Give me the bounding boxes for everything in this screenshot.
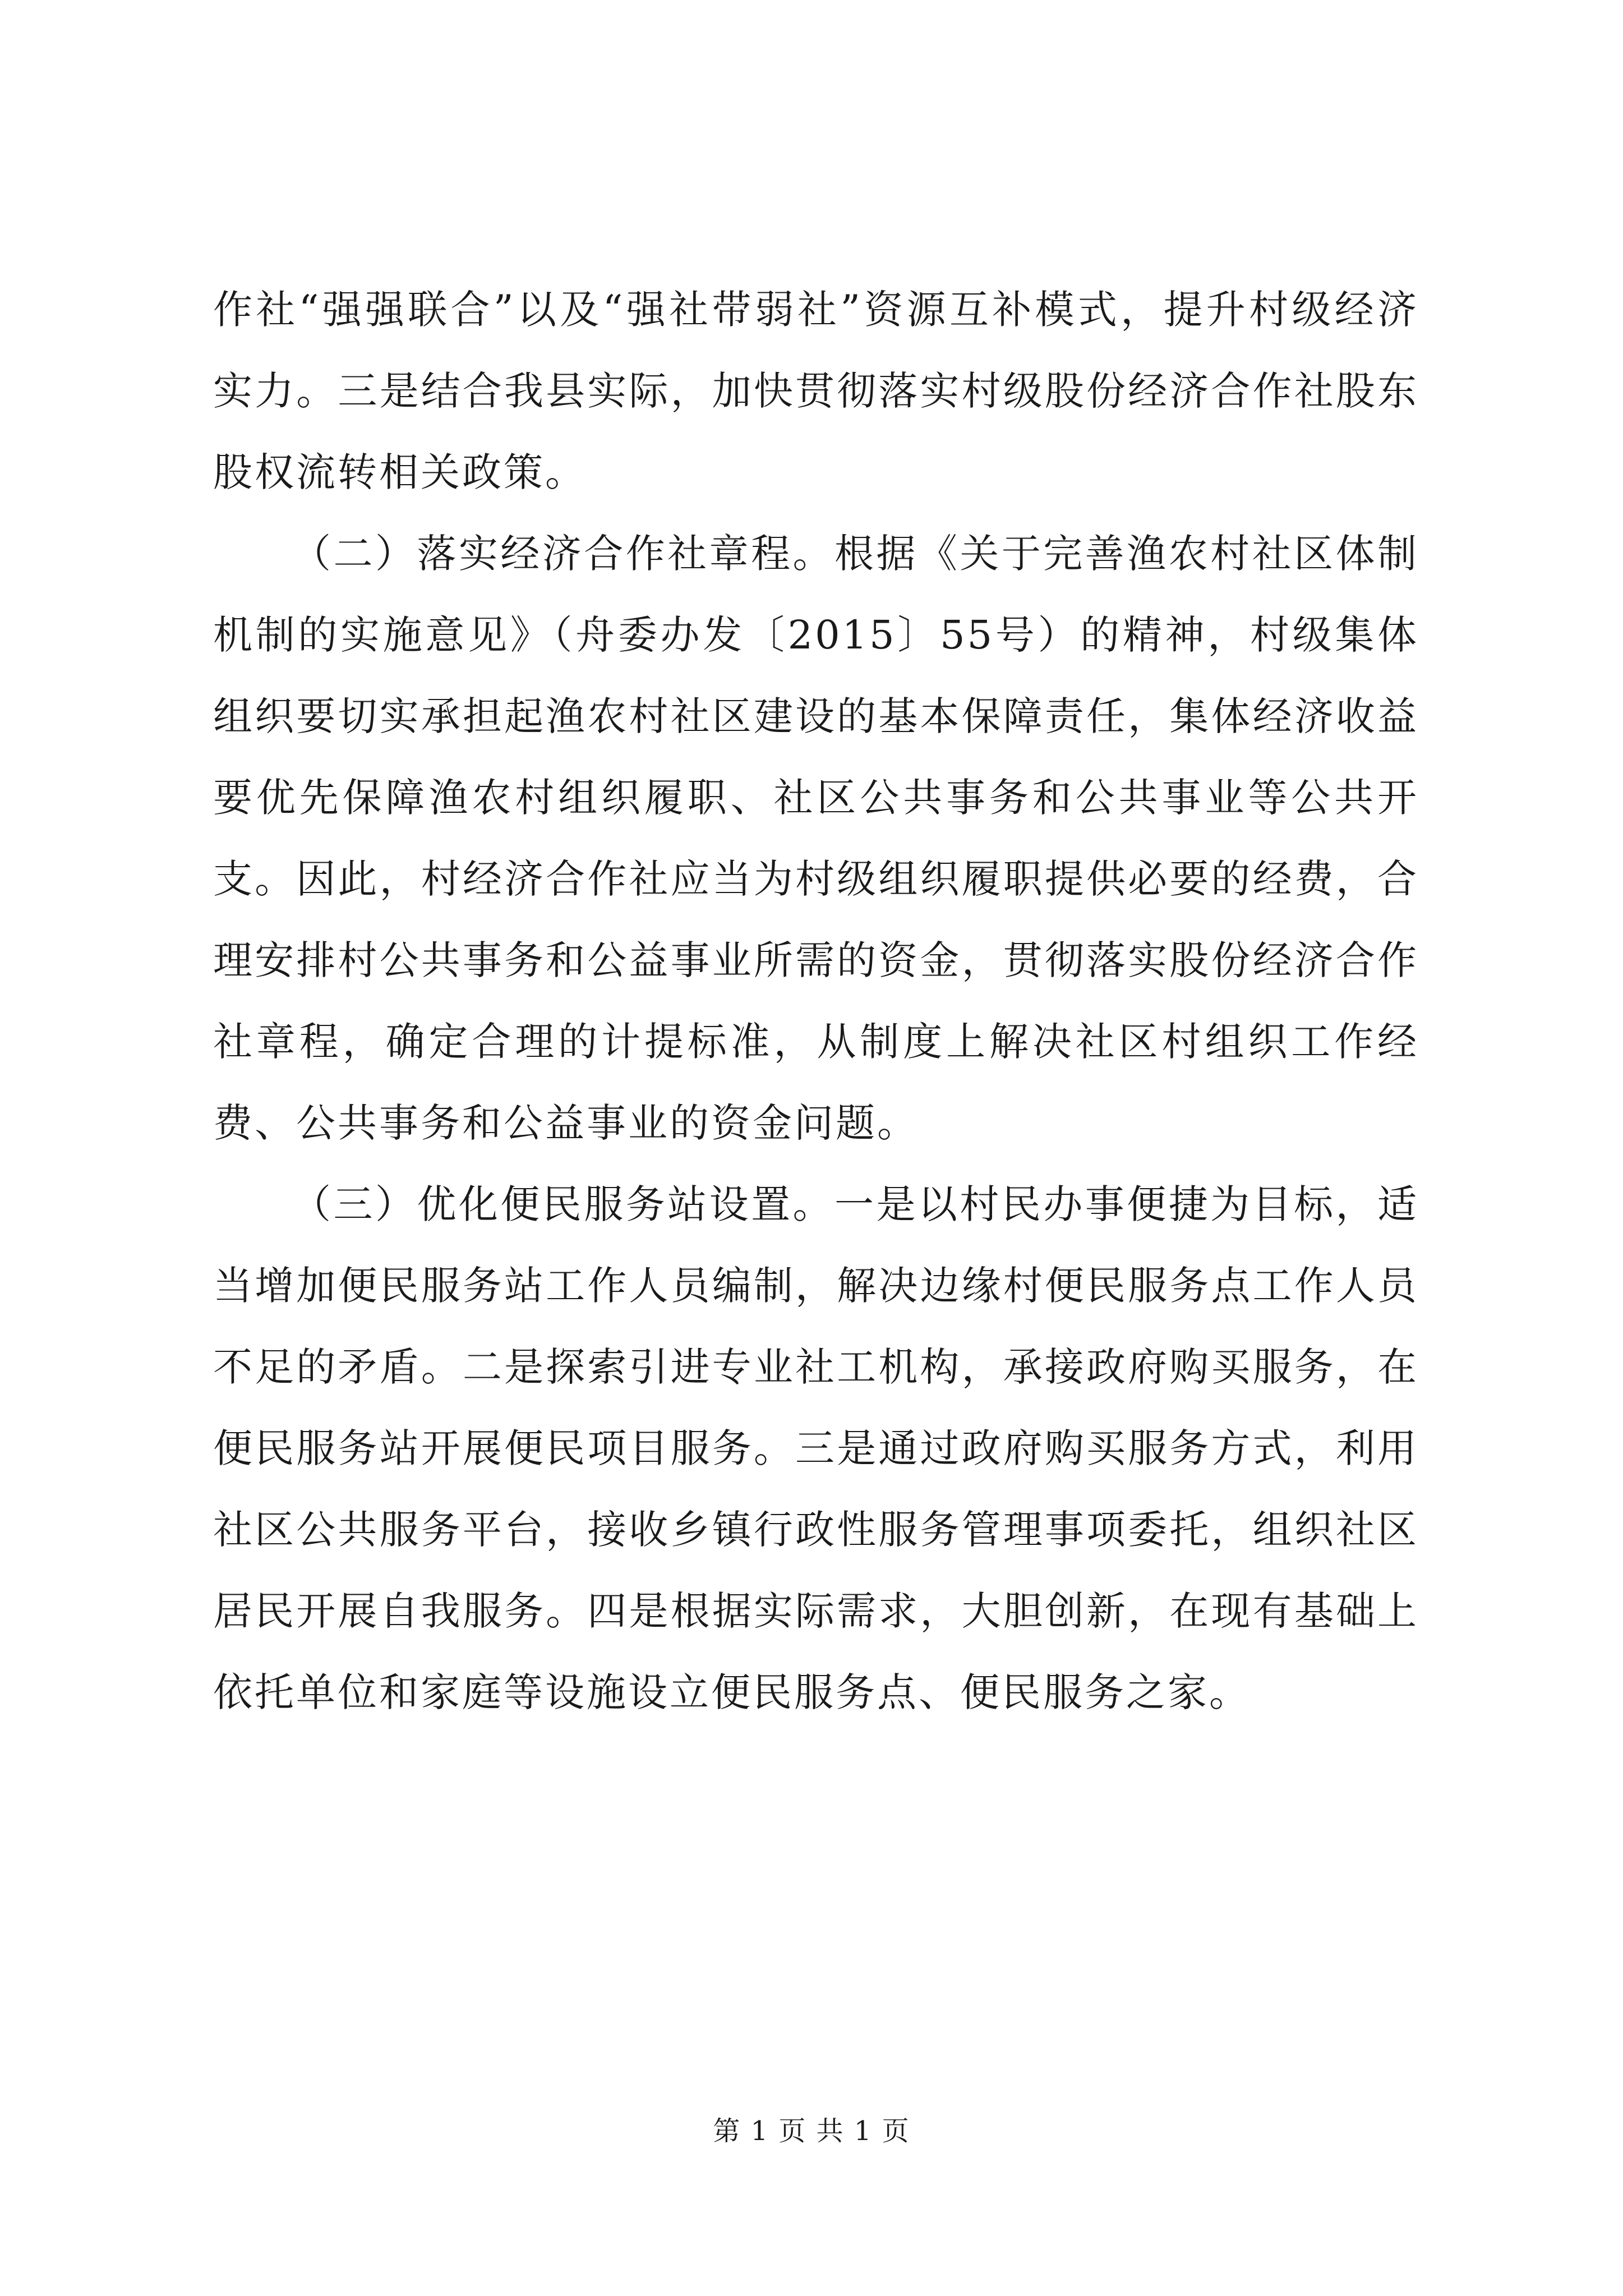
paragraph-section-two: （二）落实经济合作社章程。根据《关于完善渔农村社区体制机制的实施意见》（舟委办发〔2015〕55号）的精神，村级集体组织要切实承担起渔农村社区建设的基本保障责任，集体经济收益要优先保障渔农村组织履职、社区公共事务和公共事业等公共开支。因此，村经济合作社应当为村级组织履职提供必要的经费，合理安排村公共事务和公益事业所需的资金，贯彻落实股份经济合作社章程，确定合理的计提标准，从制度上解决社区村组织工作经费、公共事务和公益事业的资金问题。 [213, 531, 1419, 1146]
page-number-footer: 第 1 页 共 1 页 [713, 2115, 910, 2147]
document-body [213, 269, 1419, 1733]
paragraph-section-three: （三）优化便民服务站设置。一是以村民办事便捷为目标，适当增加便民服务站工作人员编制，解决边缘村便民服务点工作人员不足的矛盾。二是探索引进专业社工机构，承接政府购买服务，在便民服务站开展便民项目服务。三是通过政府购买服务方式，利用社区公共服务平台，接收乡镇行政性服务管理事项委托，组织社区居民开展自我服务。四是根据实际需求，大胆创新，在现有基础上依托单位和家庭等设施设立便民服务点、便民服务之家。 [213, 1181, 1419, 1715]
paragraph-continuation: 作社“强强联合”以及“强社带弱社”资源互补模式，提升村级经济实力。三是结合我县实际，加快贯彻落实村级股份经济合作社股东股权流转相关政策。 [213, 287, 1419, 495]
